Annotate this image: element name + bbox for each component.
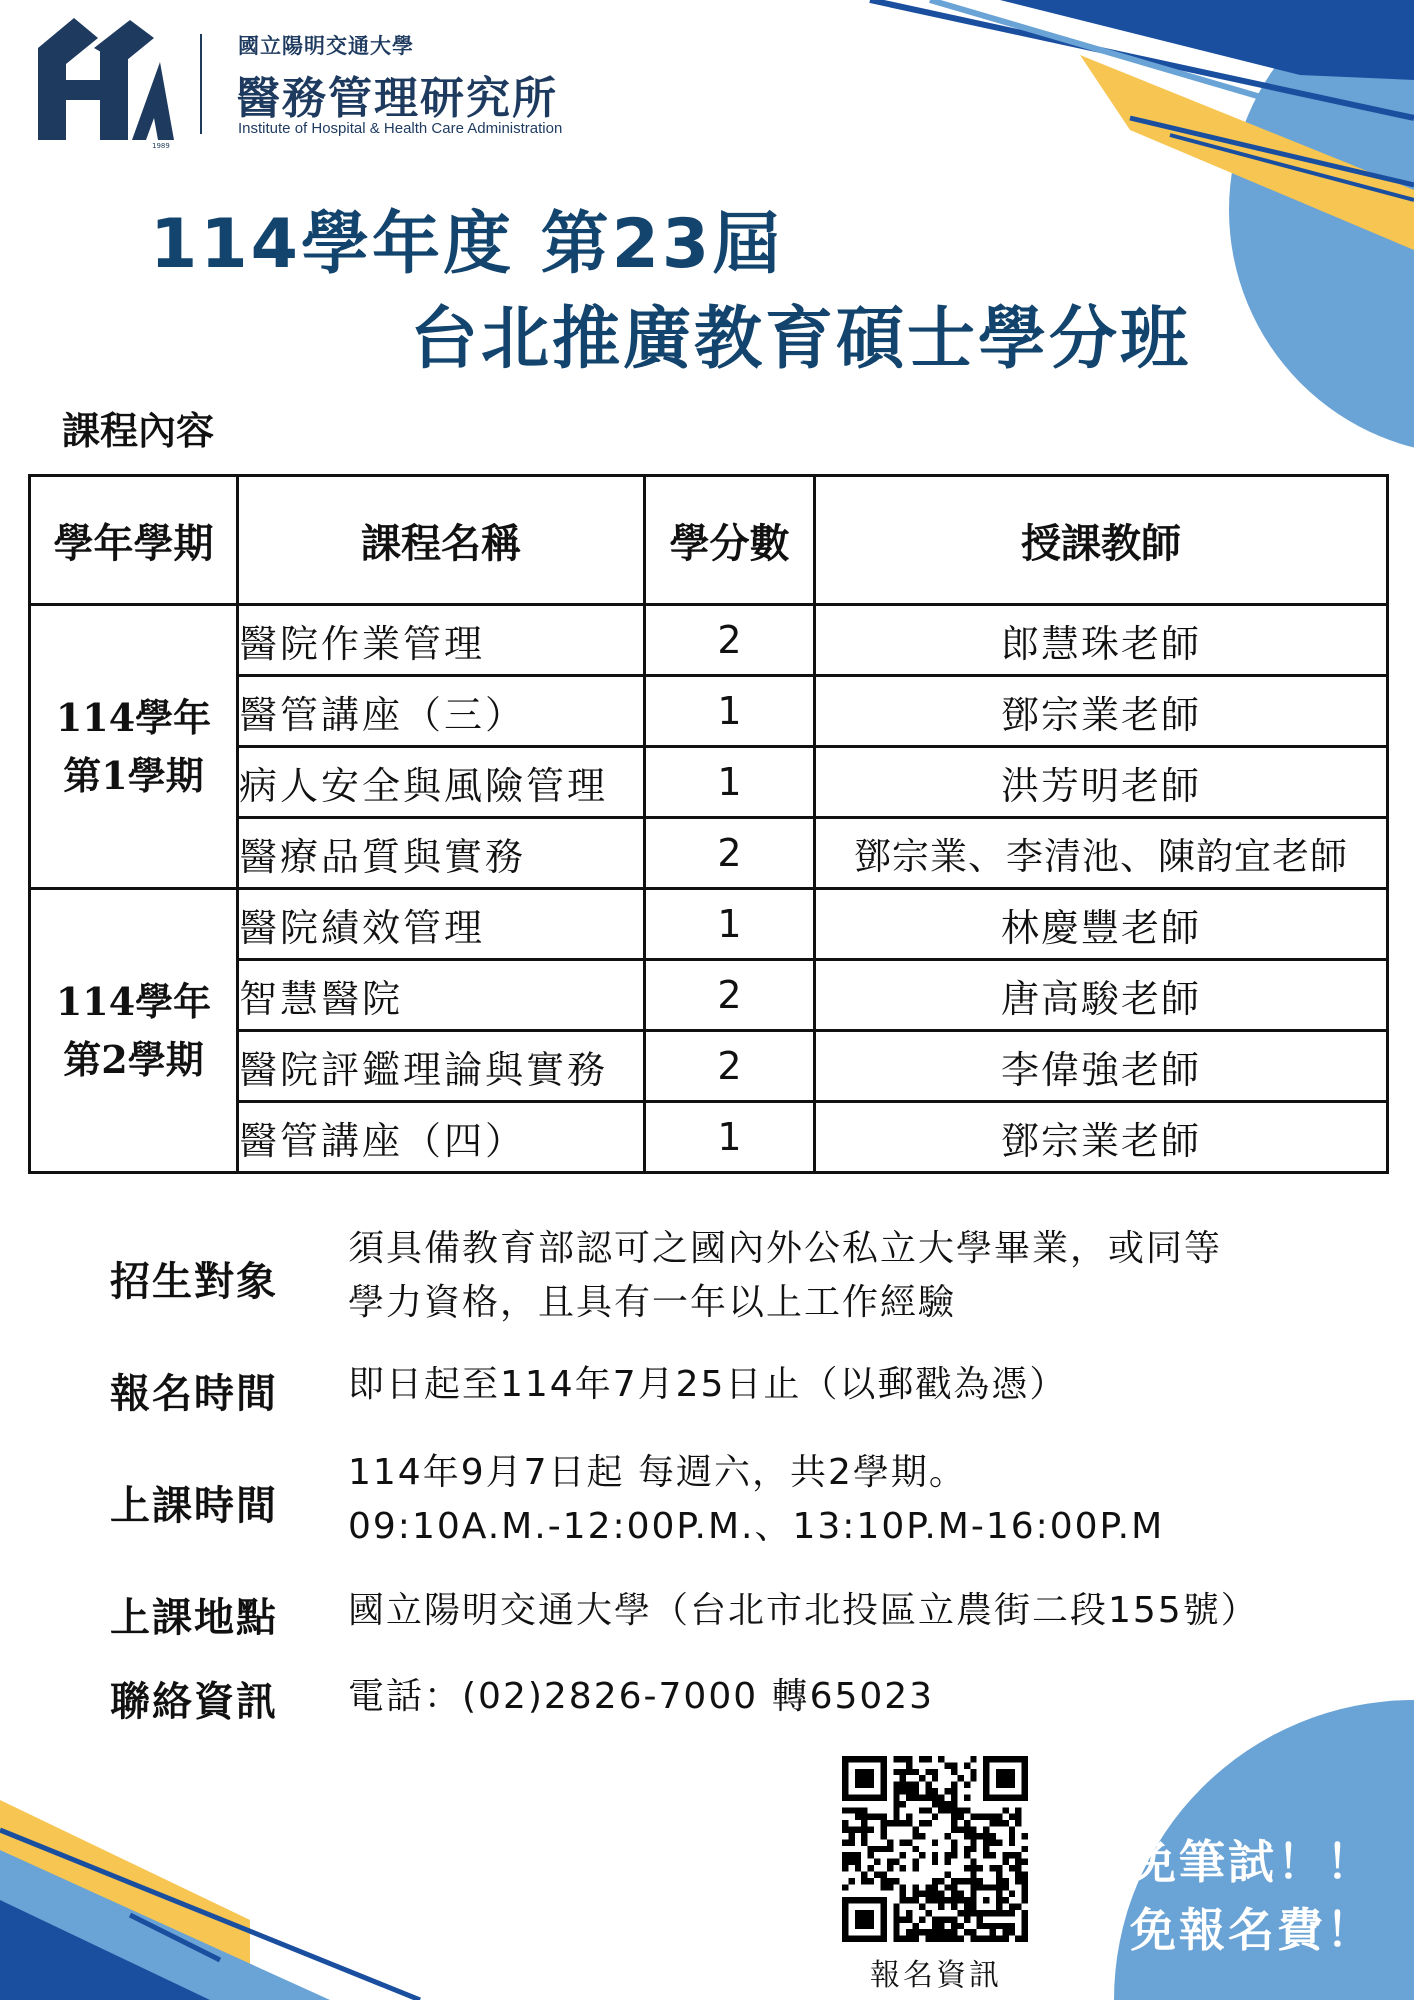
course-teacher: 鄧宗業老師 xyxy=(815,676,1388,747)
course-teacher: 鄧宗業老師 xyxy=(815,1102,1388,1173)
course-name: 醫院作業管理 xyxy=(238,605,645,676)
course-teacher: 林慶豐老師 xyxy=(815,889,1388,960)
hia-logo-icon xyxy=(38,18,174,150)
contact-label: 聯絡資訊 xyxy=(110,1678,278,1725)
course-name: 醫管講座（三） xyxy=(238,676,645,747)
table-header-row xyxy=(30,476,1388,605)
course-name: 醫院評鑑理論與實務 xyxy=(238,1031,645,1102)
course-credits: 1 xyxy=(645,889,815,960)
column-header-term: 學年學期 xyxy=(30,476,238,605)
eligibility-text xyxy=(348,1222,1222,1330)
course-name: 醫院績效管理 xyxy=(238,889,645,960)
course-name: 病人安全與風險管理 xyxy=(238,747,645,818)
eligibility-line2: 學力資格，且具有一年以上工作經驗 xyxy=(348,1282,957,1323)
column-header-credits: 學分數 xyxy=(645,476,815,605)
term-semester: 第2學期 xyxy=(63,1036,204,1082)
course-name: 醫管講座（四） xyxy=(238,1102,645,1173)
course-credits: 2 xyxy=(645,605,815,676)
course-credits: 2 xyxy=(645,1031,815,1102)
course-teacher: 洪芳明老師 xyxy=(815,747,1388,818)
qr-code-icon[interactable] xyxy=(842,1756,1028,1942)
schedule-text xyxy=(348,1446,1164,1554)
course-credits: 1 xyxy=(645,1102,815,1173)
table-row xyxy=(30,605,1388,676)
course-teacher: 鄧宗業、李清池、陳韵宜老師 xyxy=(815,818,1388,889)
course-credits: 1 xyxy=(645,747,815,818)
university-name: 國立陽明交通大學 xyxy=(238,34,414,58)
course-name: 醫療品質與實務 xyxy=(238,818,645,889)
term-semester: 第1學期 xyxy=(63,752,204,798)
eligibility-line1: 須具備教育部認可之國內外公私立大學畢業，或同等 xyxy=(348,1228,1223,1269)
table-row xyxy=(30,889,1388,960)
contact-text: 電話：(02)2826-7000 轉65023 xyxy=(348,1676,935,1717)
page-title-line2: 台北推廣教育碩士學分班 xyxy=(410,300,1192,379)
term-cell xyxy=(30,889,238,1173)
bottom-left-decoration xyxy=(0,1780,460,2000)
location-label: 上課地點 xyxy=(110,1594,278,1641)
course-credits: 2 xyxy=(645,818,815,889)
course-section-heading: 課程內容 xyxy=(62,408,215,453)
institute-english-name: Institute of Hospital & Health Care Administration xyxy=(238,120,563,137)
page-title-line1: 114學年度 第23屆 xyxy=(150,205,784,284)
course-name: 智慧醫院 xyxy=(238,960,645,1031)
schedule-line2: 09:10A.M.-12:00P.M.、13:10P.M-16:00P.M xyxy=(348,1506,1165,1547)
column-header-teacher: 授課教師 xyxy=(815,476,1388,605)
term-year: 114學年 xyxy=(55,978,212,1024)
registration-label: 報名時間 xyxy=(110,1370,278,1417)
schedule-label: 上課時間 xyxy=(110,1482,278,1529)
course-credits: 1 xyxy=(645,676,815,747)
course-teacher: 唐高駿老師 xyxy=(815,960,1388,1031)
course-credits: 2 xyxy=(645,960,815,1031)
registration-text: 即日起至114年7月25日止（以郵戳為憑） xyxy=(348,1364,1068,1405)
column-header-course: 課程名稱 xyxy=(238,476,645,605)
location-text: 國立陽明交通大學（台北市北投區立農街二段155號） xyxy=(348,1590,1259,1631)
course-table xyxy=(28,474,1389,1174)
promo-no-exam: 免筆試！！ xyxy=(1130,1835,1375,1889)
schedule-line1: 114年9月7日起 每週六，共2學期。 xyxy=(348,1452,967,1493)
qr-label: 報名資訊 xyxy=(870,1958,1002,1993)
logo-divider xyxy=(200,34,202,134)
course-teacher: 郎慧珠老師 xyxy=(815,605,1388,676)
logo-year: 1989 xyxy=(152,142,170,150)
eligibility-label: 招生對象 xyxy=(110,1258,278,1305)
term-year: 114學年 xyxy=(55,694,212,740)
institute-name: 醫務管理研究所 xyxy=(236,73,558,124)
term-cell xyxy=(30,605,238,889)
course-teacher: 李偉強老師 xyxy=(815,1031,1388,1102)
promo-no-fee: 免報名費！ xyxy=(1130,1903,1375,1957)
